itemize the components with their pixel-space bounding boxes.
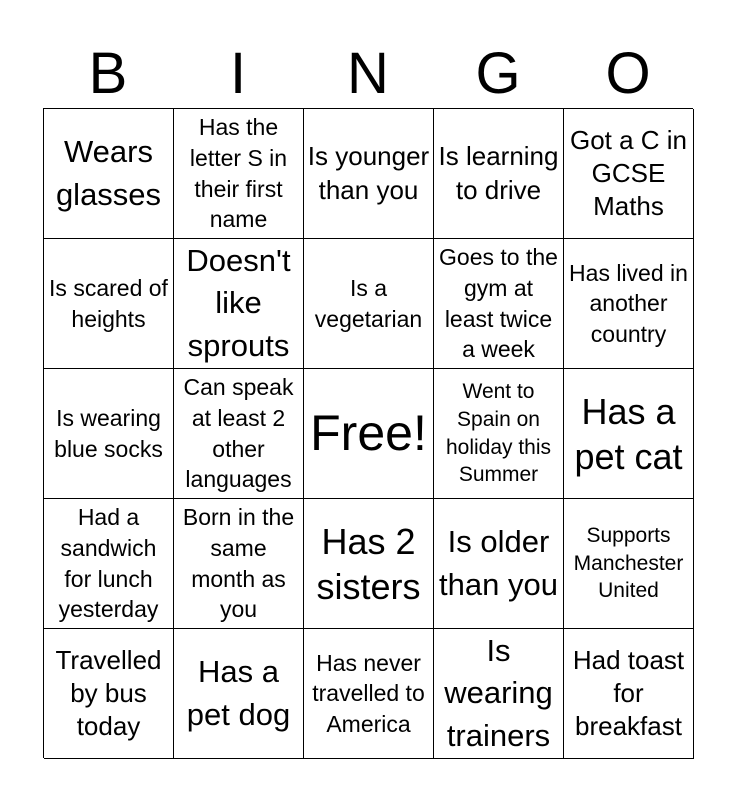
cell-text: Has never travelled to America xyxy=(312,649,425,737)
cell-text: Travelled by bus today xyxy=(55,644,162,741)
bingo-cell[interactable] xyxy=(564,499,694,629)
cell-text: Born in the same month as you xyxy=(182,504,295,623)
bingo-cell[interactable] xyxy=(44,109,174,239)
cell-text: Got a C in GCSE Maths xyxy=(569,124,688,221)
bingo-cell[interactable] xyxy=(174,239,304,369)
cell-text: Went to Spain on holiday this Summer xyxy=(445,379,552,487)
bingo-cell[interactable] xyxy=(564,629,694,759)
bingo-grid xyxy=(43,108,693,758)
bingo-cell[interactable] xyxy=(434,109,564,239)
free-space-cell[interactable] xyxy=(304,369,434,499)
cell-text: Is wearing trainers xyxy=(444,632,553,753)
bingo-cell[interactable] xyxy=(564,369,694,499)
cell-text: Wears glasses xyxy=(55,134,162,212)
cell-text: Has the letter S in their first name xyxy=(189,114,288,233)
cell-text: Has 2 sisters xyxy=(316,520,421,607)
bingo-cell[interactable] xyxy=(304,239,434,369)
cell-text: Supports Manchester United xyxy=(573,523,684,603)
bingo-cell[interactable] xyxy=(44,499,174,629)
header-letter-n: N xyxy=(347,41,389,106)
cell-text: Has a pet dog xyxy=(186,654,291,732)
bingo-cell[interactable] xyxy=(44,369,174,499)
bingo-cell[interactable] xyxy=(174,629,304,759)
cell-text: Can speak at least 2 other languages xyxy=(183,374,294,493)
cell-text: Doesn't like sprouts xyxy=(186,242,291,363)
bingo-cell[interactable] xyxy=(434,369,564,499)
bingo-cell[interactable] xyxy=(44,239,174,369)
bingo-cell[interactable] xyxy=(304,109,434,239)
cell-text: Has a pet cat xyxy=(574,390,683,477)
header-letter-i: I xyxy=(229,41,247,106)
bingo-cell[interactable] xyxy=(304,499,434,629)
bingo-header xyxy=(43,40,693,108)
cell-text: Has lived in another country xyxy=(569,259,688,347)
cell-text: Had toast for breakfast xyxy=(572,644,685,741)
bingo-cell[interactable] xyxy=(434,629,564,759)
cell-text: Is younger than you xyxy=(307,141,430,205)
cell-text: Is wearing blue socks xyxy=(54,404,163,462)
header-letter-g: G xyxy=(475,41,521,106)
cell-text: Is a vegetarian xyxy=(314,274,423,332)
bingo-cell[interactable] xyxy=(44,629,174,759)
bingo-cell[interactable] xyxy=(434,239,564,369)
bingo-cell[interactable] xyxy=(174,369,304,499)
cell-text: Is older than you xyxy=(439,524,558,602)
header-letter-b: B xyxy=(88,41,128,106)
bingo-cell[interactable] xyxy=(434,499,564,629)
bingo-cell[interactable] xyxy=(304,629,434,759)
bingo-cell[interactable] xyxy=(174,499,304,629)
cell-text: Had a sandwich for lunch yesterday xyxy=(58,504,159,623)
cell-text: Goes to the gym at least twice a week xyxy=(439,244,558,363)
bingo-cell[interactable] xyxy=(174,109,304,239)
header-letter-o: O xyxy=(605,41,651,106)
bingo-cell[interactable] xyxy=(564,109,694,239)
bingo-cell[interactable] xyxy=(564,239,694,369)
cell-text: Is learning to drive xyxy=(438,141,559,205)
cell-text: Free! xyxy=(310,405,427,461)
cell-text: Is scared of heights xyxy=(49,274,168,332)
